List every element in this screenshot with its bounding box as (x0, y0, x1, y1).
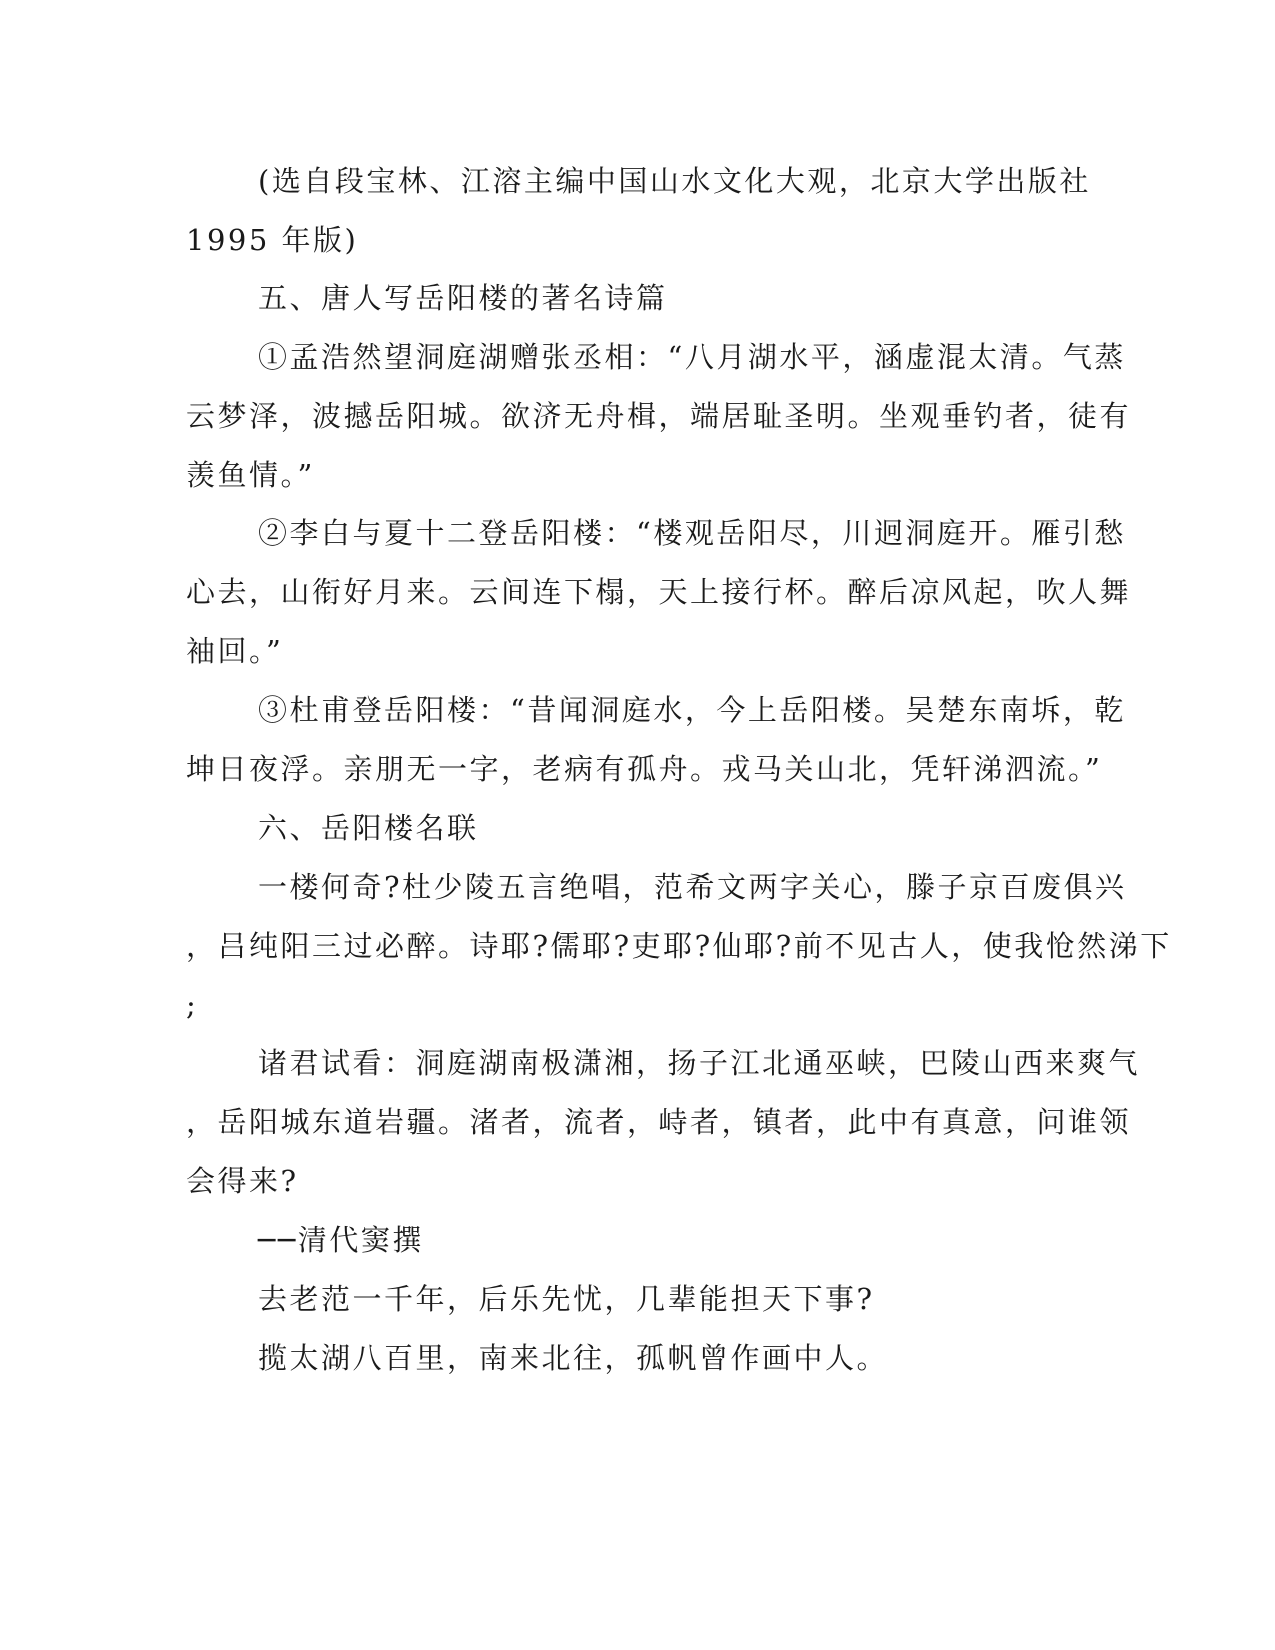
poem-du-fu-line-2: 坤日夜浮。亲朋无一字，老病有孤舟。戎马关山北，凭轩涕泗流。” (186, 752, 1103, 786)
couplet-two-line-2: ，岳阳城东道岩疆。渚者，流者，峙者，镇者，此中有真意，问谁领 (186, 1105, 1132, 1139)
couplet-two-line-1: 诸君试看：洞庭湖南极潇湘，扬子江北通巫峡，巴陵山西来爽气 (258, 1046, 1141, 1080)
poem-meng-haoran-line-2: 云梦泽，波撼岳阳城。欲济无舟楫，端居耻圣明。坐观垂钓者，徒有 (186, 399, 1132, 433)
poem-li-bai-line-3: 袖回。” (186, 634, 284, 668)
poem-meng-haoran-line-1: ①孟浩然望洞庭湖赠张丞相：“八月湖水平，涵虚混太清。气蒸 (258, 340, 1126, 374)
section-six-heading: 六、岳阳楼名联 (258, 811, 479, 845)
source-citation-line-1: (选自段宝林、江溶主编中国山水文化大观，北京大学出版社 (258, 164, 1091, 198)
couplet-attribution: ──清代窦撰 (258, 1223, 424, 1257)
poem-meng-haoran-line-3: 羡鱼情。” (186, 458, 315, 492)
poem-li-bai-line-2: 心去，山衔好月来。云间连下榻，天上接行杯。醉后凉风起，吹人舞 (186, 575, 1132, 609)
couplet-three-line-1: 去老范一千年，后乐先忧，几辈能担天下事? (258, 1282, 875, 1316)
couplet-one-line-1: 一楼何奇?杜少陵五言绝唱，范希文两字关心，滕子京百废俱兴 (258, 870, 1127, 904)
poem-du-fu-line-1: ③杜甫登岳阳楼：“昔闻洞庭水，今上岳阳楼。吴楚东南坼，乾 (258, 693, 1126, 727)
poem-li-bai-line-1: ②李白与夏十二登岳阳楼：“楼观岳阳尽，川迥洞庭开。雁引愁 (258, 516, 1126, 550)
couplet-three-line-2: 揽太湖八百里，南来北往，孤帆曾作画中人。 (258, 1341, 889, 1375)
couplet-two-line-3: 会得来? (186, 1164, 299, 1198)
source-citation-line-2: 1995 年版) (186, 223, 359, 257)
couplet-one-line-3: ; (186, 988, 199, 1022)
section-five-heading: 五、唐人写岳阳楼的著名诗篇 (258, 281, 668, 315)
couplet-one-line-2: ，吕纯阳三过必醉。诗耶?儒耶?吏耶?仙耶?前不见古人，使我怆然涕下 (186, 929, 1172, 963)
